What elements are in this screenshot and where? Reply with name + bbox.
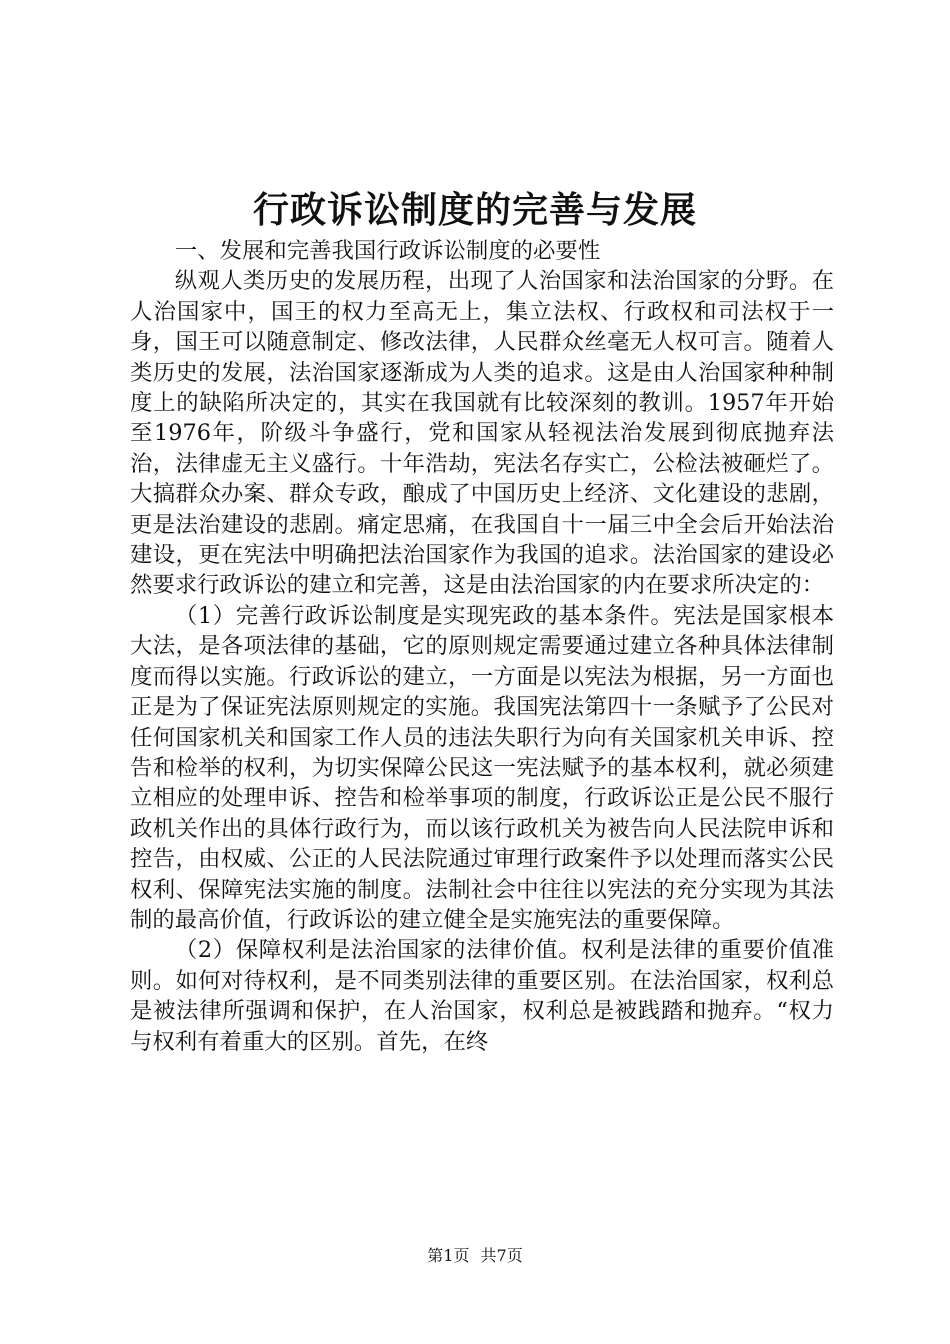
page-footer <box>0 1245 950 1267</box>
page-number: 第1页 <box>427 1246 470 1265</box>
document-body <box>130 236 834 1057</box>
page-total: 共7页 <box>480 1246 523 1265</box>
paragraph: （2）保障权利是法治国家的法律价值。权利是法律的重要价值准则。如何对待权利，是不同类别法律的重要区别。在法治国家，权利总是被法律所强调和保护，在人治国家，权利总是被践踏和抛弃。“权力与权利有着重大的区别。首先，在终 <box>130 937 834 1055</box>
paragraph: （1）完善行政诉讼制度是实现宪政的基本条件。宪法是国家根本大法，是各项法律的基础，它的原则规定需要通过建立各种具体法律制度而得以实施。行政诉讼的建立，一方面是以宪法为根据，另一方面也正是为了保证宪法原则规定的实施。我国宪法第四十一条赋予了公民对任何国家机关和国家工作人员的违法失职行为向有关国家机关申诉、控告和检举的权利，为切实保障公民这一宪法赋予的基本权利，就必须建立相应的处理申诉、控告和检举事项的制度，行政诉讼正是公民不服行政机关作出的具体行政行为，而以该行政机关为被告向人民法院申诉和控告，由权威、公正的人民法院通过审理行政案件予以处理而落实公民权利、保障宪法实施的制度。法制社会中往往以宪法的充分实现为其法制的最高价值，行政诉讼的建立健全是实施宪法的重要保障。 <box>130 602 834 933</box>
section-heading: 一、发展和完善我国行政诉讼制度的必要性 <box>174 238 601 264</box>
document-title: 行政诉讼制度的完善与发展 <box>252 189 697 231</box>
paragraph: 纵观人类历史的发展历程，出现了人治国家和法治国家的分野。在人治国家中，国王的权力至高无上，集立法权、行政权和司法权于一身，国王可以随意制定、修改法律，人民群众丝毫无人权可言。随着人类历史的发展，法治国家逐渐成为人类的追求。这是由人治国家种种制度上的缺陷所决定的，其实在我国就有比较深刻的教训。1957年开始至1976年，阶级斗争盛行，党和国家从轻视法治发展到彻底抛弃法治，法律虚无主义盛行。十年浩劫，宪法名存实亡，公检法被砸烂了。大搞群众办案、群众专政，酿成了中国历史上经济、文化建设的悲剧，更是法治建设的悲剧。痛定思痛，在我国自十一届三中全会后开始法治建设，更在宪法中明确把法治国家作为我国的追求。法治国家的建设必然要求行政诉讼的建立和完善，这是由法治国家的内在要求所决定的： <box>130 268 834 599</box>
